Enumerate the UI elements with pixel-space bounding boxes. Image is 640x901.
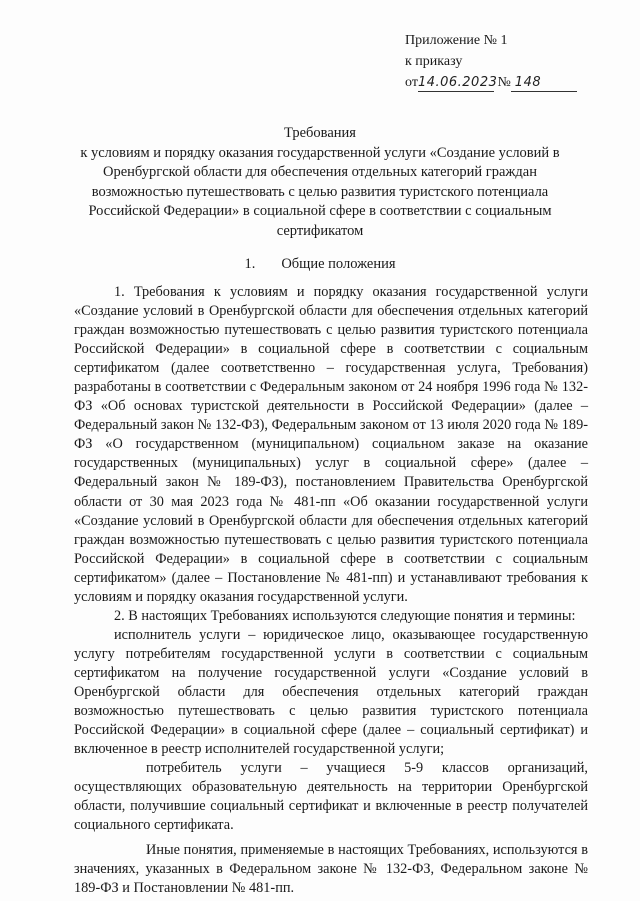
paragraph-1: 1. Требования к условиям и порядку оказания государственной услуги «Создание условий в Оренбургской области для обеспечения отдельных категорий граждан возможностью путешествовать с целью развития туристского потенциала Российской Федерации» в социальной сфере в соответствии с социальным сертификатом (далее соответственно – государственная услуга, Требования) разработаны в соответствии с Федеральным законом от 24 ноября 1996 года № 132-ФЗ «Об основах туристской деятельности в Российской Федерации» (далее – Федеральный закон № 132-ФЗ), Федеральным законом от 13 июля 2020 года № 189-ФЗ «О государственном (муниципальном) социальном заказе на оказание государственных (муниципальных) услуг в социальной сфере» (далее – Федеральный закон № 189-ФЗ), постановлением Правительства Оренбургской области от 30 мая 2023 года № 481-пп «Об оказании государственной услуги «Создание условий в Оренбургской области для обеспечения отдельных категорий граждан возможностью путешествовать с целью развития туристского потенциала Российской Федерации» в социальной сфере в соответствии с социальным сертификатом» (далее – Постановление № 481-пп) и устанавливают требования к условиям и порядку оказания государственной услуги. [74,284,588,605]
appendix-header [405,30,577,93]
date-prefix: от [405,75,418,90]
appendix-title: Приложение № 1 [405,33,508,48]
number-prefix: № [497,75,511,90]
section-heading [0,256,640,273]
definition-executor: исполнитель услуги – юридическое лицо, оказывающее государственную услугу потребителям государственной услуги в соответствии с социальным сертификатом на получение государственной услуги «Создание условий в Оренбургской области для обеспечения отдельных категорий граждан возможностью путешествовать с целью развития туристского потенциала Российской Федерации» в социальной сфере (далее – социальный сертификат) и включенное в реестр исполнителей государственной услуги; [74,626,588,758]
document-title [70,124,570,241]
definition-consumer: потребитель услуги – учащиеся 5-9 классов организаций, осуществляющих образовательную деятельность на территории Оренбургской области, получившие социальный сертификат и включенные в реестр получателей социального сертификата. [74,760,588,834]
title-line: Оренбургской области для обеспечения отдельных категорий граждан [103,164,537,180]
document-body [74,283,588,899]
handwritten-date: 14.06.2023 [417,75,498,90]
paragraph-other-terms: Иные понятия, применяемые в настоящих Требованиях, используются в значениях, указанных в Федеральном законе № 132-ФЗ, Федеральном законе № 189-ФЗ и Постановлении № 481-пп. [74,842,588,897]
handwritten-number: 148 [514,75,542,90]
title-line: возможностью путешествовать с целью развития туристского потенциала [91,183,549,200]
section-number: 1. [244,256,256,272]
title-line: к условиям и порядку оказания государственной услуги «Создание условий в [80,144,560,161]
title-line: сертификатом [276,222,364,239]
title-heading: Требования [284,125,356,141]
order-date-number [405,72,577,93]
title-line: Российской Федерации» в социальной сфере в соответствии с социальным [88,203,552,219]
section-title: Общие положения [281,256,396,272]
paragraph-2: 2. В настоящих Требованиях используются следующие понятия и термины: [114,607,576,624]
appendix-order-ref: к приказу [405,54,463,69]
